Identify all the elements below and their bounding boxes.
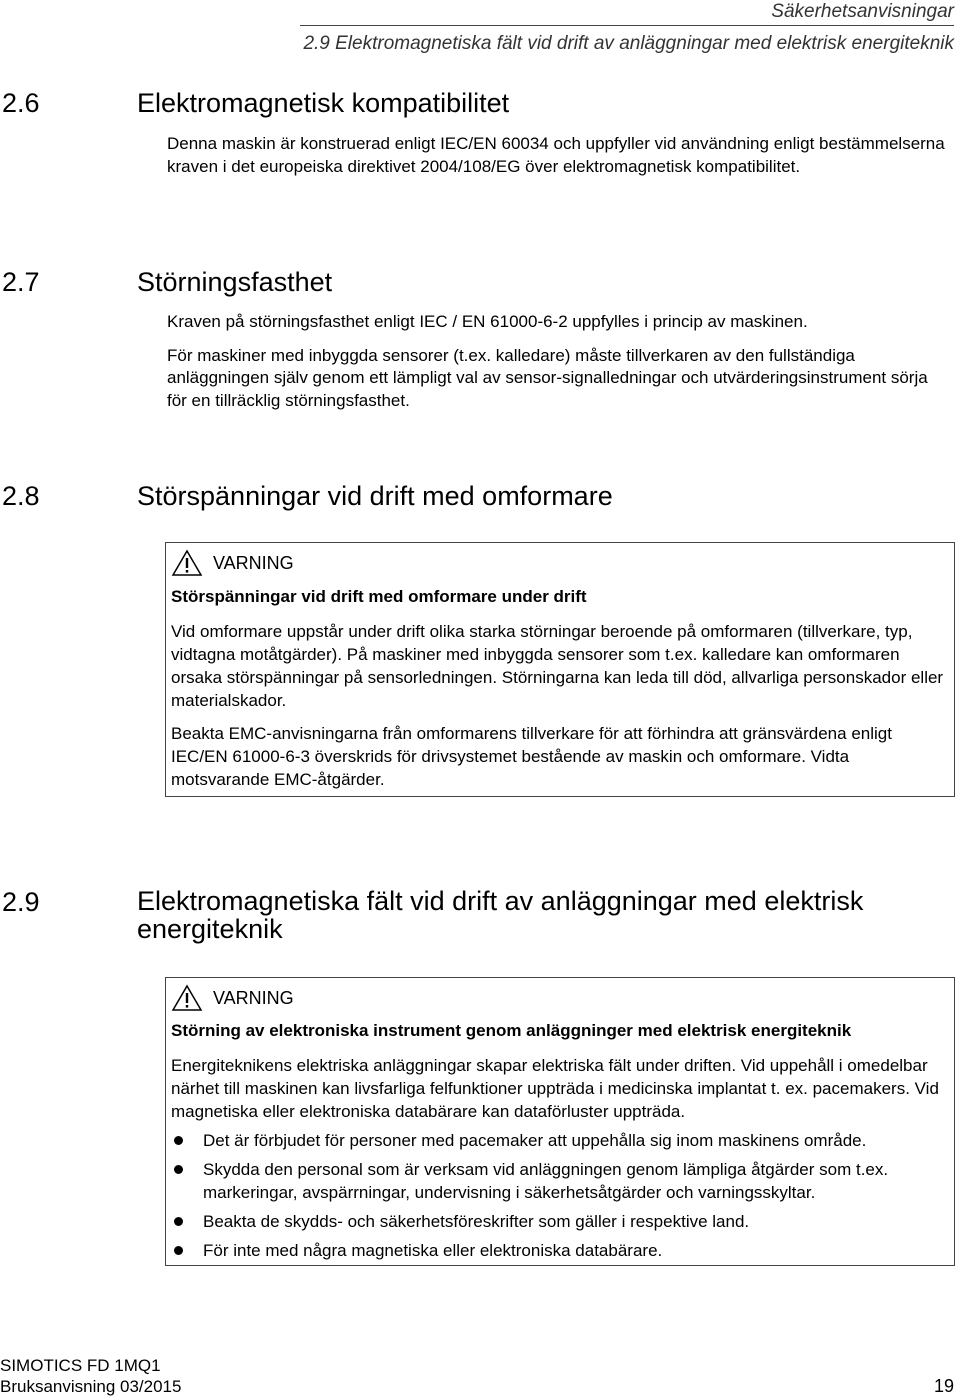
paragraph: Vid omformare uppstår under drift olika starka störningar beroende på omformaren (tillverkare, typ, vidtagna motåtgärder). På maskiner med inbyggda sensorer som t.ex. kalledare kan omformaren orsaka störspänningar på sensorledningen. Störningarna kan leda till död, allvarliga personskador eller materialskador. bbox=[171, 622, 944, 710]
warning-triangle-icon bbox=[171, 549, 203, 577]
paragraph: Denna maskin är konstruerad enligt IEC/EN 60034 och uppfyller vid användning enligt bestämmelserna kraven i det europeiska direktivet 2004/108/EG över elektromagnetisk kompatibilitet. bbox=[167, 134, 945, 176]
warning-label: VARNING bbox=[213, 552, 294, 573]
warning-text bbox=[171, 1054, 946, 1123]
section-header: 2.9 Elektromagnetiska fält vid drift av anläggningar med elektrisk energiteknik bbox=[303, 33, 954, 54]
footer-document: Bruksanvisning 03/2015 bbox=[0, 1377, 182, 1396]
section-2-8-number: 2.8 bbox=[2, 481, 40, 511]
chapter-header: Säkerhetsanvisningar bbox=[771, 1, 954, 22]
bullet-list bbox=[171, 1129, 946, 1268]
list-item-text: Skydda den personal som är verksam vid anläggningen genom lämpliga åtgärder som t.ex. markeringar, avspärrningar, undervisning i säkerhetsåtgärder och varningsskyltar. bbox=[203, 1160, 889, 1202]
section-2-7-number: 2.7 bbox=[2, 267, 40, 297]
bullet-icon bbox=[174, 1246, 183, 1255]
warning-box-2-8 bbox=[165, 542, 955, 797]
warning-header bbox=[171, 549, 294, 577]
paragraph: Beakta EMC-anvisningarna från omformarens tillverkare för att förhindra att gränsvärdena enligt IEC/EN 61000-6-3 överskrids för drivsystemet bestående av maskin och omformare. Vidta motsvarande EMC-åtgärder. bbox=[171, 724, 892, 789]
paragraph: Energiteknikens elektriska anläggningar skapar elektriska fält under driften. Vid uppehåll i omedelbar närhet till maskinen kan livsfarliga felfunktioner uppträda i medicinska implantat t. ex. pacemakers. Vid magnetiska eller elektroniska databärare kan dataförluster uppträda. bbox=[171, 1056, 939, 1121]
section-2-9-number: 2.9 bbox=[2, 887, 40, 917]
section-2-9-title: Elektromagnetiska fält vid drift av anläggningar med elektrisk energiteknik bbox=[137, 886, 864, 944]
bullet-icon bbox=[174, 1217, 183, 1226]
page-number: 19 bbox=[933, 1376, 954, 1396]
list-item-text: Det är förbjudet för personer med pacemaker att uppehålla sig inom maskinens område. bbox=[203, 1131, 867, 1150]
warning-header bbox=[171, 984, 294, 1012]
header-rule bbox=[300, 25, 954, 26]
list-item bbox=[171, 1129, 946, 1152]
bullet-icon bbox=[174, 1136, 183, 1145]
section-2-7-title: Störningsfasthet bbox=[137, 267, 333, 297]
paragraph: För maskiner med inbyggda sensorer (t.ex. kalledare) måste tillverkaren av den fullständiga anläggningen själv genom ett lämpligt val av sensor-signalledningar och utvärderingsinstrument sörja för en tillräcklig störningsfasthet. bbox=[167, 345, 928, 410]
list-item-text: För inte med några magnetiska eller elektroniska databärare. bbox=[203, 1241, 663, 1260]
warning-text bbox=[171, 620, 946, 791]
bullet-icon bbox=[174, 1165, 183, 1174]
list-item bbox=[171, 1158, 946, 1204]
section-2-6-text bbox=[167, 133, 947, 178]
section-2-6-title: Elektromagnetisk kompatibilitet bbox=[137, 88, 510, 118]
section-2-6-number: 2.6 bbox=[2, 88, 40, 118]
warning-triangle-icon bbox=[171, 984, 203, 1012]
section-2-7-text bbox=[167, 311, 947, 412]
list-item-text: Beakta de skydds- och säkerhetsföreskrifter som gäller i respektive land. bbox=[203, 1212, 750, 1231]
list-item bbox=[171, 1239, 946, 1262]
footer-product: SIMOTICS FD 1MQ1 bbox=[0, 1356, 161, 1375]
warning-subtitle: Störspänningar vid drift med omformare under drift bbox=[171, 587, 587, 606]
warning-box-2-9 bbox=[165, 977, 955, 1266]
warning-subtitle: Störning av elektroniska instrument genom anläggninger med elektrisk energiteknik bbox=[171, 1021, 852, 1040]
list-item bbox=[171, 1210, 946, 1233]
warning-label: VARNING bbox=[213, 987, 294, 1008]
paragraph: Kraven på störningsfasthet enligt IEC / EN 61000-6-2 uppfylles i princip av maskinen. bbox=[167, 312, 808, 331]
section-2-8-title: Störspänningar vid drift med omformare bbox=[137, 481, 613, 511]
